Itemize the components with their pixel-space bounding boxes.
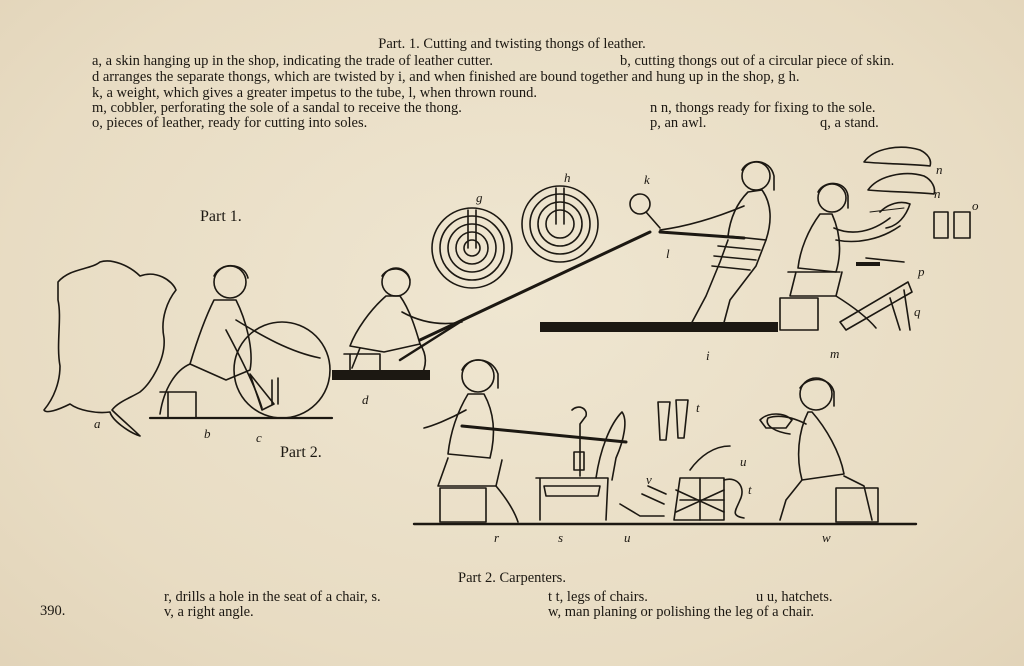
caption-line-o: o, pieces of leather, ready for cutting into soles. [92,115,368,131]
caption-line-p: p, an awl. [650,115,707,131]
letter-c: c [256,430,262,445]
caption-line-v: v, a right angle. [164,604,254,620]
part2-heading: Part 2. Carpenters. [458,570,566,586]
caption-line-w: w, man planing or polishing the leg of a chair. [548,604,815,620]
caption-line-n: n n, thongs ready for fixing to the sole. [650,100,876,116]
leather-o1 [934,212,948,238]
coil-g [432,208,512,288]
letter-k: k [644,172,650,187]
chair-leg-t1 [658,402,670,440]
caption-line-r: r, drills a hole in the seat of a chair, s. [164,589,381,605]
weight-k [630,194,650,214]
caption-line-b: b, cutting thongs out of a circular piece of skin. [620,53,895,69]
letter-d: d [362,392,369,407]
letter-b: b [204,426,211,441]
coil-h [522,186,598,262]
letter-h: h [564,170,571,185]
page-number: 390. [40,603,66,619]
letter-a: a [94,416,101,431]
skin-a [44,261,176,436]
letter-t1: t [696,400,700,415]
caption-line-t: t t, legs of chairs. [548,589,648,605]
letter-l: l [666,246,670,261]
letter-o: o [972,198,979,213]
caption-line-d: d arranges the separate thongs, which are twisted by i, and when finished are bound together and hung up in the shop, g h. [92,69,800,85]
letter-p: p [918,264,925,279]
caption-line-q: q, a stand. [820,115,879,131]
letter-g: g [476,190,483,205]
figure-twister-i [540,162,778,332]
letter-n2: n [934,186,941,201]
letter-n1: n [936,162,943,177]
figure-cutter-b [150,266,332,418]
caption-line-a: a, a skin hanging up in the shop, indicating the trade of leather cutter. [92,53,494,69]
letter-q: q [914,304,921,319]
letter-u1: u [740,454,747,469]
part2-label: Part 2. [280,444,322,461]
letter-i: i [706,348,710,363]
letter-u3: u [624,530,631,545]
caption-line-u: u u, hatchets. [756,589,833,605]
figure-twister-d [332,268,462,380]
figure-cobbler-m [780,183,912,330]
figure-planer-w [760,378,878,522]
leather-o2 [954,212,970,238]
letter-w: w [822,530,831,545]
sandal-n2 [868,174,935,194]
letter-t2: t [748,482,752,497]
chair-leg-t2 [676,400,688,438]
caption-line-k: k, a weight, which gives a greater impetus to the tube, l, when thrown round. [92,85,537,101]
block-u [620,446,744,520]
sandal-n1 [864,147,931,166]
letter-m: m [830,346,840,361]
part1-heading: Part. 1. Cutting and twisting thongs of leather. [378,36,646,52]
figure-driller-r [424,360,626,522]
letter-s: s [558,530,564,545]
caption-line-m: m, cobbler, perforating the sole of a sandal to receive the thong. [92,100,462,116]
part1-label: Part 1. [200,208,242,225]
letter-v: v [646,472,652,487]
letter-r: r [494,530,500,545]
